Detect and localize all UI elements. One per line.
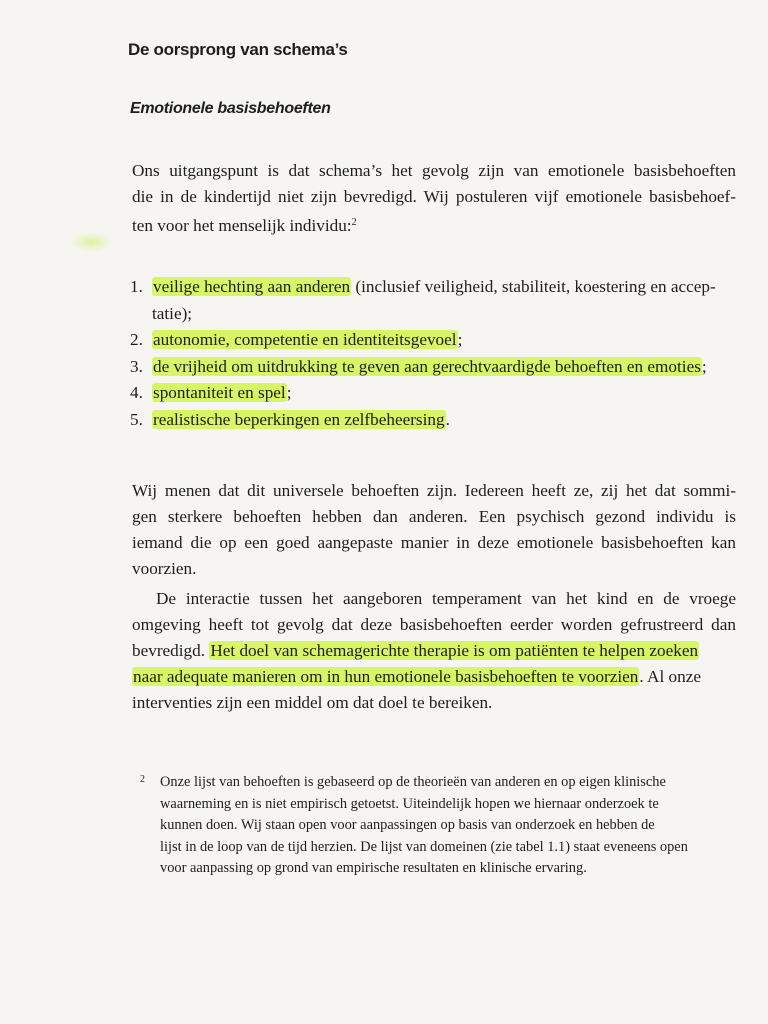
para3-line-3: bevredigd. Het doel van schemagerichte therapie is om patiënten te helpen zoeken — [132, 641, 699, 660]
chapter-title: De oorsprong van schema’s — [128, 40, 348, 59]
list-item: 2. autonomie, competentie en identiteitsgevoel; — [130, 327, 740, 354]
intro-paragraph — [132, 158, 736, 239]
list-number: 1. — [130, 277, 143, 296]
para2-line-3: iemand die op een goed aangepaste manier in deze emotionele basisbehoeften kan — [132, 533, 736, 552]
list-number: 5. — [130, 409, 143, 429]
para3-line-4: naar adequate manieren om in hun emotionele basisbehoeften te voorzien. Al onze — [133, 667, 701, 686]
footnote-line: lijst in de loop van de tijd herzien. De lijst van domeinen (zie tabel 1.1) staat eveneens open — [160, 838, 688, 855]
highlighted-text: Het doel van schemagerichte therapie is om patiënten te helpen zoeken — [210, 641, 699, 660]
para2-line-2: gen sterkere behoeften hebben dan anderen. Een psychisch gezond individu is — [132, 507, 736, 526]
list-continuation: tatie); — [152, 303, 193, 323]
highlighted-text: naar adequate manieren om in hun emotionele basisbehoeften te voorzien — [133, 667, 639, 686]
paragraph-universal-needs — [132, 478, 736, 582]
highlighted-text: autonomie, competentie en identiteitsgevoel — [153, 330, 457, 349]
footnote-line: waarneming en is niet empirisch getoetst. Uiteindelijk hopen we hiernaar onderzoek te — [160, 795, 659, 812]
highlighted-text: realistische beperkingen en zelfbeheersing — [153, 409, 445, 429]
paragraph-therapy-goal — [132, 586, 736, 716]
footnote-ref[interactable]: 2 — [351, 217, 357, 228]
intro-line-1: Ons uitgangspunt is dat schema’s het gevolg zijn van emotionele basisbehoeften — [132, 161, 736, 180]
footnote-line: kunnen doen. Wij staan open voor aanpassingen op basis van onderzoek en hebben de — [160, 817, 655, 834]
list-item: 4. spontaniteit en spel; — [130, 380, 740, 407]
footnote-mark: 2 — [140, 774, 145, 785]
list-item: 1. veilige hechting aan anderen (inclusief veiligheid, stabiliteit, koestering en accep- tatie); — [130, 274, 740, 327]
footnote-line: voor aanpassing op grond van empirische resultaten en klinische ervaring. — [160, 860, 587, 877]
footnote-line: Onze lijst van behoeften is gebaseerd op de theorieën van anderen en op eigen klinische — [160, 774, 666, 790]
list-item: 5. realistische beperkingen en zelfbeheersing. — [130, 407, 740, 434]
list-number: 4. — [130, 383, 143, 402]
para2-line-1: Wij menen dat dit universele behoeften zijn. Iedereen heeft ze, zij het dat sommi- — [132, 481, 736, 500]
highlighter-smudge — [70, 232, 112, 252]
para3-line-1: De interactie tussen het aangeboren temperament van het kind en de vroege — [156, 589, 736, 608]
highlighted-text: veilige hechting aan anderen — [153, 277, 351, 296]
intro-line-3: ten voor het menselijk individu:$^2$ — [132, 216, 357, 235]
list-item: 3. de vrijheid om uitdrukking te geven aan gerechtvaardigde behoeften en emoties; — [130, 354, 740, 381]
intro-line-2: die in de kindertijd niet zijn bevredigd. Wij postuleren vijf emotionele basisbehoef- — [132, 187, 736, 206]
para3-line-2: omgeving heeft tot gevolg dat deze basisbehoeften eerder worden gefrustreerd dan — [132, 615, 736, 634]
para2-line-4: voorzien. — [132, 559, 197, 578]
highlighted-text: de vrijheid om uitdrukking te geven aan gerechtvaardigde behoeften en emoties — [153, 356, 701, 376]
section-title: Emotionele basisbehoeften — [130, 100, 331, 117]
list-number: 2. — [130, 330, 143, 349]
needs-list — [130, 274, 740, 433]
para3-line-5: interventies zijn een middel om dat doel te bereiken. — [132, 693, 493, 712]
highlighted-text: spontaniteit en spel — [153, 383, 286, 402]
footnote — [140, 772, 736, 880]
list-number: 3. — [130, 356, 143, 376]
